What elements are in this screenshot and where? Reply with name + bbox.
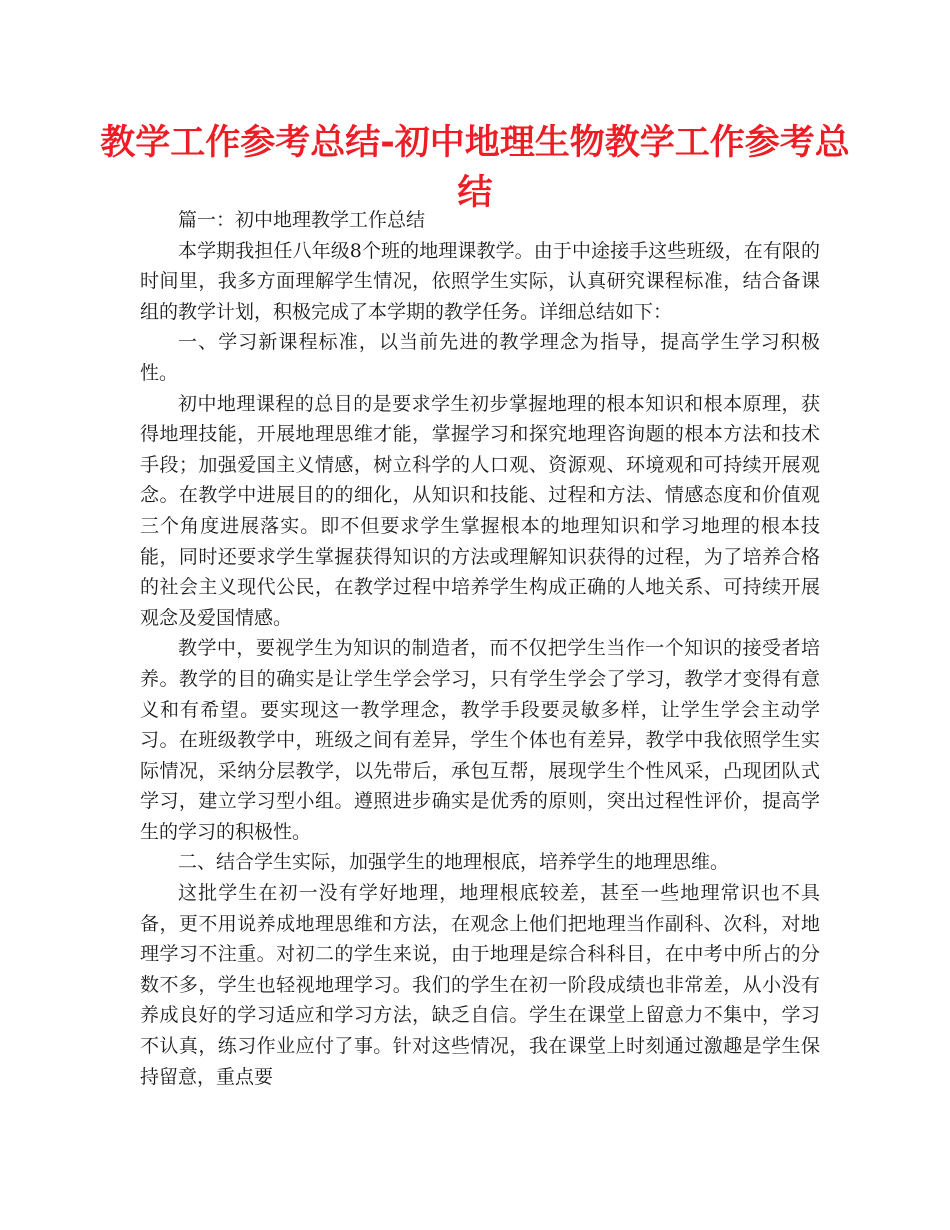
paragraph: 初中地理课程的总目的是要求学生初步掌握地理的根本知识和根本原理，获得地理技能，开展地理思维才能，掌握学习和探究地理咨询题的根本方法和技术手段；加强爱国主义情感，树立科学的人口观、资源观、环境观和可持续开展观念。在教学中进展目的的细化，从知识和技能、过程和方法、情感态度和价值观三个角度进展落实。即不但要求学生掌握根本的地理知识和学习地理的根本技能，同时还要求学生掌握获得知识的方法或理解知识获得的过程，为了培养合格的社会主义现代公民，在教学过程中培养学生构成正确的人地关系、可持续开展观念及爱国情感。 <box>140 392 820 629</box>
document-title: 教学工作参考总结-初中地理生物教学工作参考总结 <box>100 123 850 213</box>
paragraph-section-heading: 篇一：初中地理教学工作总结 <box>178 209 426 231</box>
paragraph-subheading: 一、学习新课程标准，以当前先进的教学理念为指导，提高学生学习积极性。 <box>140 331 820 384</box>
paragraph-subheading: 二、结合学生实际，加强学生的地理根底，培养学生的地理思维。 <box>178 851 730 874</box>
paragraph: 这批学生在初一没有学好地理，地理根底较差，甚至一些地理常识也不具备，更不用说养成地理思维和方法，在观念上他们把地理当作副科、次科，对地理学习不注重。对初二的学生来说，由于地理是综合科科目，在中考中所占的分数不多，学生也轻视地理学习。我们的学生在初一阶段成绩也非常差，从小没有养成良好的学习适应和学习方法，缺乏自信。学生在课堂上留意力不集中，学习不认真，练习作业应付了事。针对这些情况，我在课堂上时刻通过激趣是学生保持留意，重点要 <box>140 882 820 1088</box>
paragraph: 本学期我担任八年级8个班的地理课教学。由于中途接手这些班级，在有限的时间里，我多方面理解学生情况，依照学生实际，认真研究课程标准，结合备课组的教学计划，积极完成了本学期的教学任务。详细总结如下： <box>140 239 820 323</box>
document-body <box>140 205 820 1092</box>
paragraph: 教学中，要视学生为知识的制造者，而不仅把学生当作一个知识的接受者培养。教学的目的确实是让学生学会学习，只有学生学会了学习，教学才变得有意义和有希望。要实现这一教学理念，教学手段要灵敏多样，让学生学会主动学习。在班级教学中，班级之间有差异，学生个体也有差异，教学中我依照学生实际情况，采纳分层教学，以先带后，承包互帮，展现学生个性风采，凸现团队式学习，建立学习型小组。遵照进步确实是优秀的原则，突出过程性评价，提高学生的学习的积极性。 <box>140 637 820 843</box>
